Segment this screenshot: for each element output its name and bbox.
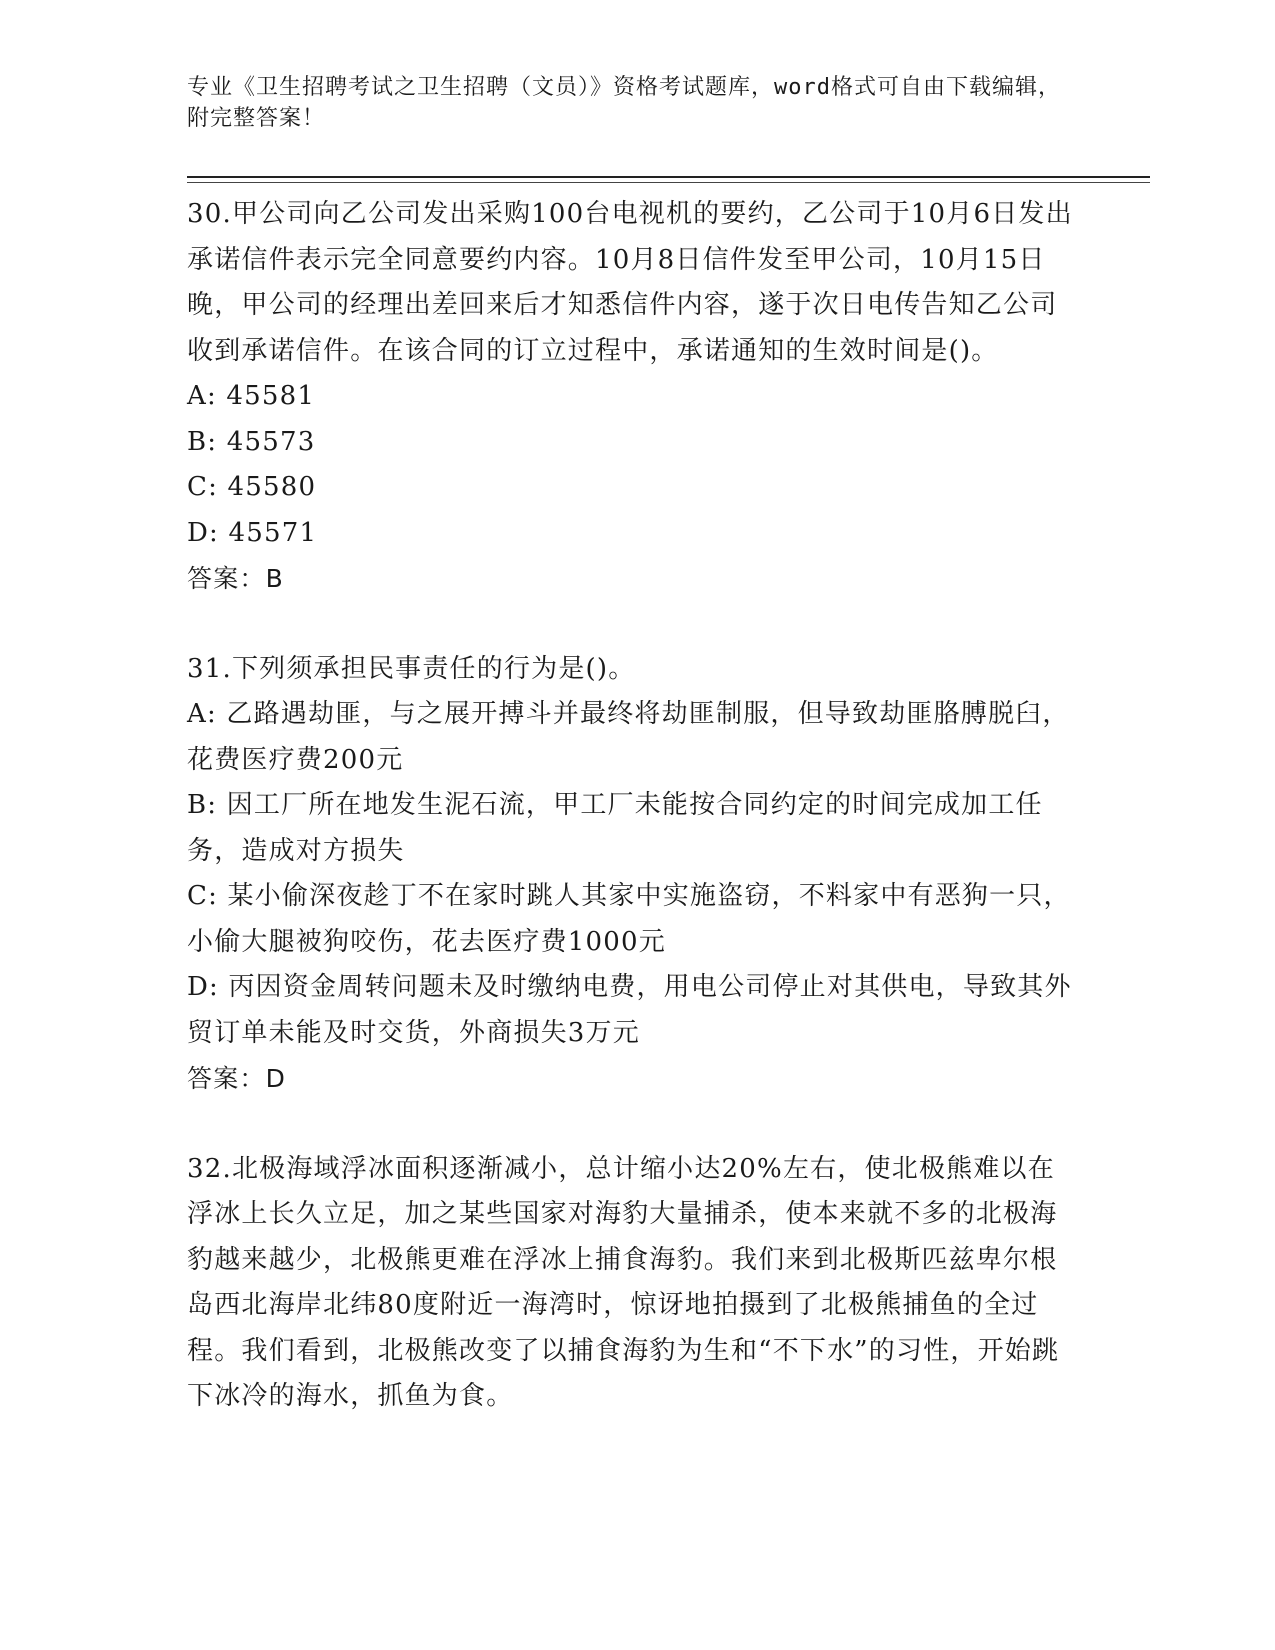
question-spacer — [187, 1102, 1077, 1147]
option-c: C: 某小偷深夜趁丁不在家时跳人其家中实施盗窃，不料家中有恶狗一只，小偷大腿被狗咬伤，花去医疗费1000元 — [187, 881, 1071, 957]
option-a: A: 45581 — [187, 381, 316, 411]
option-d: D: 45571 — [187, 517, 318, 548]
answer-line: 答案：B — [187, 564, 284, 593]
question-32 — [187, 1147, 1077, 1420]
option-a: A: 乙路遇劫匪，与之展开搏斗并最终将劫匪制服，但导致劫匪胳膊脱臼，花费医疗费200元 — [187, 699, 1070, 775]
header-rule-thick — [187, 176, 1150, 178]
question-list — [187, 192, 1077, 1420]
document-header: 专业《卫生招聘考试之卫生招聘（文员）》资格考试题库，word格式可自由下载编辑，附完整答案！ — [187, 75, 1061, 131]
question-stem: 32.北极海域浮冰面积逐渐减小，总计缩小达20%左右，使北极熊难以在浮冰上长久立足，加之某些国家对海豹大量捕杀，使本来就不多的北极海豹越来越少，北极熊更难在浮冰上捕食海豹。我们来到北极斯匹兹卑尔根岛西北海岸北纬80度附近一海湾时，惊讶地拍摄到了北极熊捕鱼的全过程。我们看到，北极熊改变了以捕食海豹为生和“不下水”的习性，开始跳下冰冷的海水，抓鱼为食。 — [187, 1153, 1060, 1411]
option-b: B: 因工厂所在地发生泥石流，甲工厂未能按合同约定的时间完成加工任务，造成对方损失 — [187, 790, 1043, 866]
answer-line: 答案：D — [187, 1064, 287, 1093]
option-d: D: 丙因资金周转问题未及时缴纳电费，用电公司停止对其供电，导致其外贸订单未能及时交货，外商损失3万元 — [187, 972, 1072, 1048]
question-spacer — [187, 602, 1077, 647]
option-c: C: 45580 — [187, 472, 317, 502]
question-stem: 30.甲公司向乙公司发出采购100台电视机的要约，乙公司于10月6日发出承诺信件表示完全同意要约内容。10月8日信件发至甲公司，10月15日晚，甲公司的经理出差回来后才知悉信件内容，遂于次日电传告知乙公司收到承诺信件。在该合同的订立过程中，承诺通知的生效时间是()。 — [187, 199, 1073, 366]
question-31 — [187, 647, 1077, 1102]
question-stem: 31.下列须承担民事责任的行为是()。 — [187, 653, 636, 684]
question-30 — [187, 192, 1077, 602]
header-rule-thin — [187, 182, 1150, 183]
option-b: B: 45573 — [187, 426, 316, 457]
